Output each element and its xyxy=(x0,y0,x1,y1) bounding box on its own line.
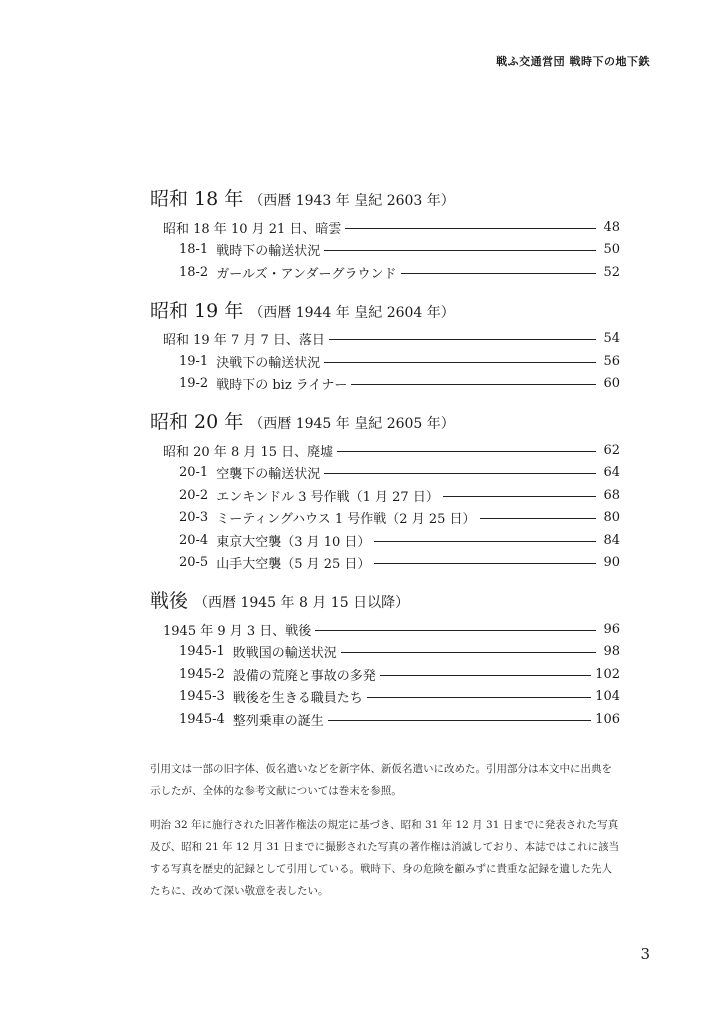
editorial-notes xyxy=(150,758,622,914)
section-title: 昭和 18 年 xyxy=(150,188,244,210)
entry-text: 決戦下の輸送状況 xyxy=(216,355,321,371)
leader-line xyxy=(324,473,596,474)
toc-entry[interactable] xyxy=(150,484,620,507)
entry-text: 敗戦国の輸送状況 xyxy=(232,646,337,662)
section-heading xyxy=(150,296,620,326)
entry-page: 102 xyxy=(595,666,620,682)
toc-entry[interactable] xyxy=(150,618,620,641)
entry-number: 20-3 xyxy=(179,510,209,526)
running-header: 戦ふ交通営団 戦時下の地下鉄 xyxy=(496,55,650,68)
section-title: 昭和 19 年 xyxy=(150,299,244,322)
leader-line xyxy=(324,250,596,251)
leader-line xyxy=(380,675,591,676)
entry-number: 19-2 xyxy=(179,376,209,392)
section-subtitle: （西暦 1945 年 皇紀 2605 年） xyxy=(249,416,455,432)
entry-number: 1945-3 xyxy=(179,689,225,705)
section-subtitle: （西暦 1945 年 8 月 15 日以降） xyxy=(194,595,410,611)
toc-entry[interactable] xyxy=(150,439,620,462)
entry-text: 戦後を生きる職員たち xyxy=(232,691,363,707)
page-number: 3 xyxy=(640,945,650,963)
leader-line xyxy=(345,228,596,229)
section-subtitle: （西暦 1943 年 皇紀 2603 年） xyxy=(249,193,455,209)
entry-number: 1945-4 xyxy=(179,711,225,727)
toc-entry[interactable] xyxy=(150,552,620,575)
entry-page: 64 xyxy=(603,465,620,481)
entry-page: 48 xyxy=(603,219,620,235)
entry-text: ガールズ・アンダーグラウンド xyxy=(216,266,397,282)
entry-text: 昭和 18 年 10 月 21 日、暗雲 xyxy=(163,221,342,237)
toc-entry[interactable] xyxy=(150,462,620,485)
leader-line xyxy=(480,518,597,519)
section-subtitle: （西暦 1944 年 皇紀 2604 年） xyxy=(249,304,455,321)
entry-text: 空襲下の輸送状況 xyxy=(216,467,321,483)
entry-text: 昭和 20 年 8 月 15 日、廃墟 xyxy=(163,444,334,460)
section-heading xyxy=(150,184,620,214)
entry-number: 19-1 xyxy=(179,353,209,369)
entry-number: 1945-2 xyxy=(179,666,225,682)
entry-text: 東京大空襲（3 月 10 日） xyxy=(216,534,371,550)
toc-entry[interactable] xyxy=(150,261,620,284)
entry-number: 18-2 xyxy=(179,264,209,280)
entry-page: 60 xyxy=(603,376,620,392)
toc-entry[interactable] xyxy=(150,239,620,262)
entry-text: ミーティングハウス 1 号作戦（2 月 25 日） xyxy=(216,512,476,528)
toc-section-showa-19 xyxy=(150,296,620,396)
entry-text: 戦時下の輸送状況 xyxy=(216,244,321,260)
entry-page: 50 xyxy=(603,242,620,258)
entry-number: 1945-1 xyxy=(179,644,225,660)
leader-line xyxy=(329,339,596,340)
entry-number: 20-1 xyxy=(179,465,209,481)
note-paragraph-copyright: 明治 32 年に施行された旧著作権法の規定に基づき、昭和 31 年 12 月 31 日までに発表された写真及び、昭和 21 年 12 月 31 日までに撮影された写真の著作権は消滅しており、本誌ではこれに該当する写真を歴史的記録として引用している。戦時下、身の危険を顧みずに貴重な記録を遺した先人たちに、改めて深い敬意を表したい。 xyxy=(150,819,620,897)
section-title: 戦後 xyxy=(150,590,189,612)
entry-page: 80 xyxy=(603,510,620,526)
entry-text: 戦時下の biz ライナー xyxy=(216,378,348,394)
entry-text: 昭和 19 年 7 月 7 日、落日 xyxy=(163,333,325,349)
leader-line xyxy=(337,451,596,452)
entry-text: 整列乗車の誕生 xyxy=(232,713,324,729)
leader-line xyxy=(351,384,596,385)
leader-line xyxy=(367,697,591,698)
entry-page: 62 xyxy=(603,442,620,458)
entry-text: エンキンドル 3 号作戦（1 月 27 日） xyxy=(216,489,439,505)
entry-page: 90 xyxy=(603,555,620,571)
toc-entry[interactable] xyxy=(150,373,620,396)
toc-section-postwar xyxy=(150,586,620,731)
entry-page: 54 xyxy=(603,331,620,347)
toc-entry[interactable] xyxy=(150,641,620,664)
leader-line xyxy=(401,273,596,274)
entry-number: 18-1 xyxy=(179,242,209,258)
toc-entry[interactable] xyxy=(150,686,620,709)
leader-line xyxy=(315,630,596,631)
entry-text: 設備の荒廃と事故の多発 xyxy=(232,668,376,684)
entry-text: 1945 年 9 月 3 日、戦後 xyxy=(163,623,312,639)
entry-page: 98 xyxy=(603,644,620,660)
leader-line xyxy=(341,652,596,653)
entry-page: 104 xyxy=(595,689,620,705)
table-of-contents xyxy=(150,184,620,743)
entry-page: 68 xyxy=(603,487,620,503)
leader-line xyxy=(328,720,591,721)
section-heading xyxy=(150,407,620,437)
entry-number: 20-5 xyxy=(179,555,209,571)
section-heading xyxy=(150,586,620,616)
leader-line xyxy=(374,541,596,542)
section-title: 昭和 20 年 xyxy=(150,411,244,433)
entry-page: 106 xyxy=(595,711,620,727)
toc-entry[interactable] xyxy=(150,328,620,351)
note-paragraph-quotation: 引用文は一部の旧字体、仮名遣いなどを新字体、新仮名遣いに改めた。引用部分は本文中に出典を示したが、全体的な参考文献については巻末を参照。 xyxy=(150,763,612,797)
toc-section-showa-18 xyxy=(150,184,620,284)
entry-page: 96 xyxy=(603,621,620,637)
toc-entry[interactable] xyxy=(150,529,620,552)
toc-entry[interactable] xyxy=(150,708,620,731)
entry-page: 52 xyxy=(603,264,620,280)
toc-entry[interactable] xyxy=(150,216,620,239)
entry-text: 山手大空襲（5 月 25 日） xyxy=(216,557,371,573)
entry-number: 20-4 xyxy=(179,532,209,548)
toc-entry[interactable] xyxy=(150,350,620,373)
toc-section-showa-20 xyxy=(150,407,620,574)
toc-entry[interactable] xyxy=(150,507,620,530)
entry-page: 56 xyxy=(603,353,620,369)
leader-line xyxy=(324,362,596,363)
entry-page: 84 xyxy=(603,532,620,548)
entry-number: 20-2 xyxy=(179,487,209,503)
leader-line xyxy=(443,496,596,497)
leader-line xyxy=(374,563,596,564)
toc-entry[interactable] xyxy=(150,663,620,686)
